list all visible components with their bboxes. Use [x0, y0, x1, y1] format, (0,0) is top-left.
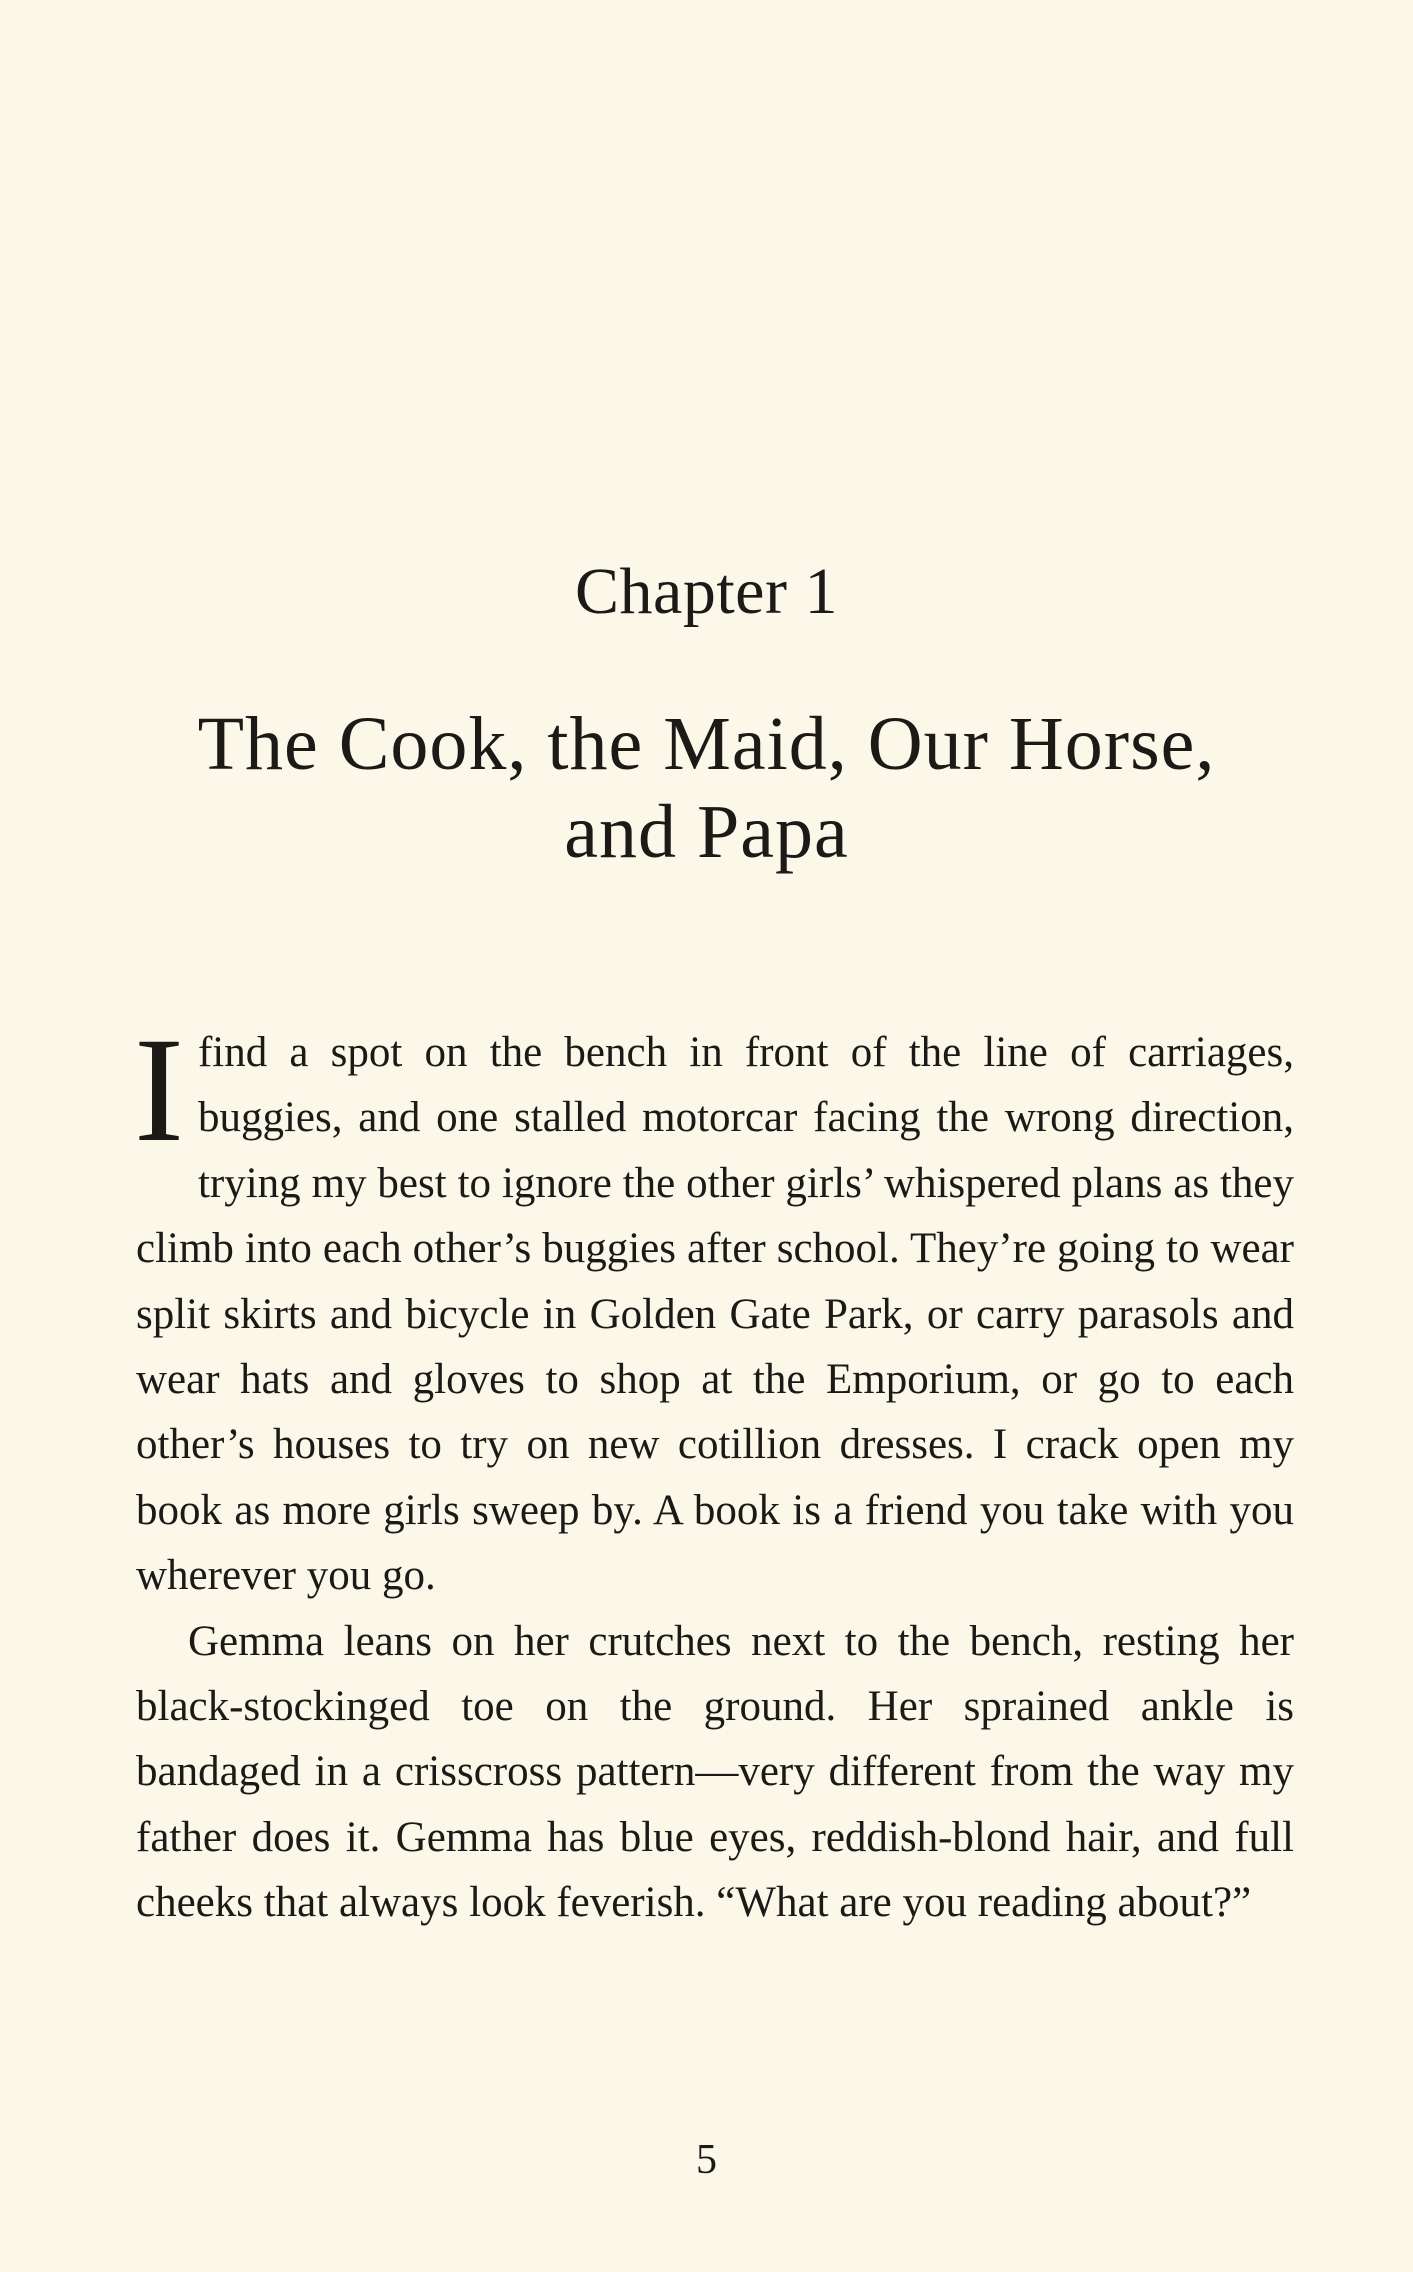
chapter-title-line-2: and Papa [564, 790, 849, 874]
chapter-body [134, 1007, 1294, 1936]
paragraph-1-text: find a spot on the bench in front of the line of carriages, buggies, and one stalled motorcar facing the wrong direction, trying my best to ignore the other girls’ whispered plans as they climb into each other’s buggies after school. They’re going to wear split skirts and bicycle in Golden Gate Park, or carry parasols and wear hats and gloves to shop at the Emporium, or go to each other’s houses to try on new cotillion dresses. I crack open my book as more girls sweep by. A book is a friend you take with you wherever you go. [136, 1029, 1294, 1600]
chapter-title [100, 700, 1313, 876]
drop-cap: I [134, 1007, 184, 1173]
page-number: 5 [696, 2137, 717, 2183]
paragraph-1 [134, 1007, 1294, 1609]
chapter-number: Chapter 1 [575, 555, 838, 628]
chapter-title-line-1: The Cook, the Maid, Our Horse, [197, 702, 1216, 786]
paragraph-2: Gemma leans on her crutches next to the bench, resting her black-stockinged toe on the ground. Her sprained ankle is bandaged in a crisscross pattern—very different from the way my father does it. Gemma has blue eyes, reddish-blond hair, and full cheeks that always look feverish. “What are you reading about?” [136, 1617, 1294, 1927]
